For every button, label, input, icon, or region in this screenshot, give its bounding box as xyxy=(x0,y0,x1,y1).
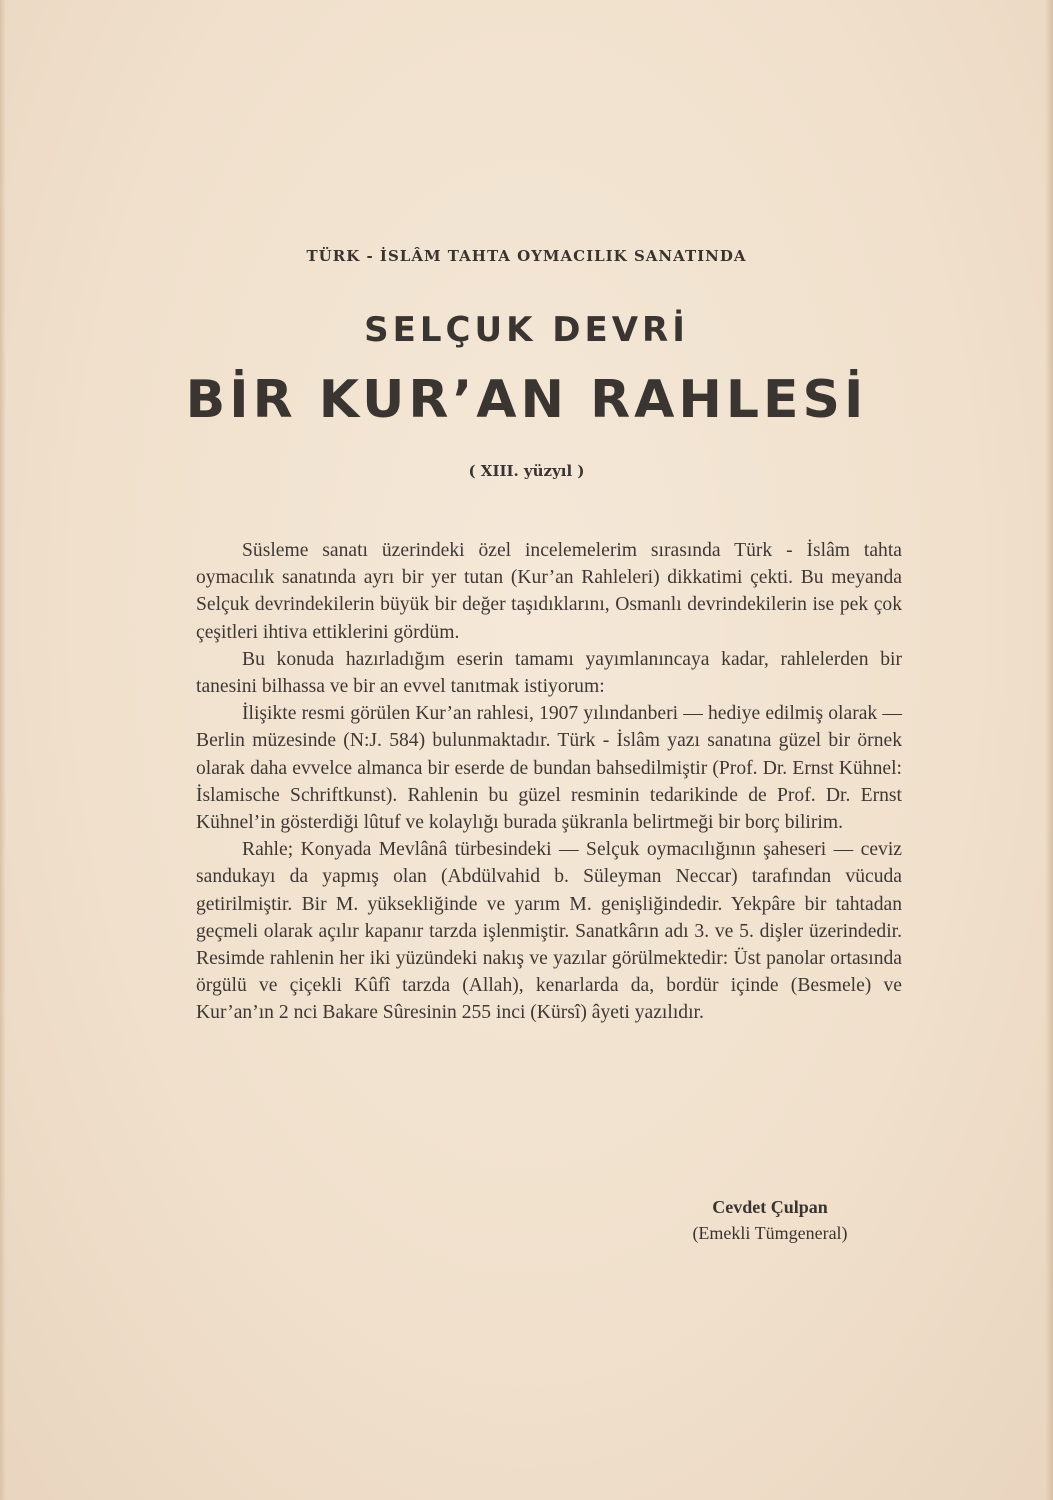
paragraph-3: İlişikte resmi görülen Kur’an rahlesi, 1907 yılındanberi — hediye edilmiş olarak — Berlin müzesinde (N:J. 584) bulunmaktadır. Türk - İslâm yazı sanatına güzel bir örnek olarak daha evvelce almanca bir eserde de bundan bahsedilmiştir (Prof. Dr. Ernst Kühnel: İslamische Schriftkunst). Rahlenin bu güzel resminin tedarikinde de Prof. Dr. Ernst Kühnel’in gösterdiği lûtuf ve kolaylığı burada şükranla belirtmeği bir borç bilirim. xyxy=(196,703,902,834)
page-edge-right xyxy=(1045,0,1053,1500)
title-line-2: BİR KUR’AN RAHLESİ xyxy=(185,370,868,430)
article-body xyxy=(196,537,902,1027)
header-kicker: TÜRK - İSLÂM TAHTA OYMACILIK SANATINDA xyxy=(306,247,747,265)
paragraph-4: Rahle; Konyada Mevlânâ türbesindeki — Selçuk oymacılığının şaheseri — ceviz sandukayı da yapmış olan (Abdülvahid b. Süleyman Neccar) tarafından vücuda getirilmiştir. Bir M. yüksekliğinde ve yarım M. genişliğindedir. Yekpâre bir tahtadan geçmeli olarak açılır kapanır tarzda işlenmiştir. Sanatkârın adı 3. ve 5. dişler üzerindedir. Resimde rahlenin her iki yüzündeki nakış ve yazılar görülmektedir: Üst panolar ortasında örgülü ve çiçekli Kûfî tarzda (Allah), kenarlarda da, bordür içinde (Besmele) ve Kur’an’ın 2 nci Bakare Sûresinin 255 inci (Kürsî) âyeti yazılıdır. xyxy=(196,839,902,1024)
paragraph-1: Süsleme sanatı üzerindeki özel incelemelerim sırasında Türk - İslâm tahta oymacılık sanatında ayrı bir yer tutan (Kur’an Rahleleri) dikkatimi çekti. Bu meyanda Selçuk devrindekilerin büyük bir değer taşıdıklarını, Osmanlı devrindekilerin ise pek çok çeşitleri ihtiva ettiklerini gördüm. xyxy=(196,540,902,643)
author-rank: (Emekli Tümgeneral) xyxy=(692,1223,848,1243)
paragraph-2: Bu konuda hazırladığım eserin tamamı yayımlanıncaya kadar, rahlelerden bir tanesini bilhassa ve bir an evvel tanıtmak istiyorum: xyxy=(196,648,902,698)
author-signature xyxy=(640,1194,900,1246)
page-edge-left xyxy=(0,0,6,1500)
author-name: Cevdet Çulpan xyxy=(712,1197,828,1217)
title-line-1: SELÇUK DEVRİ xyxy=(364,310,689,350)
subtitle-century: ( XIII. yüzyıl ) xyxy=(468,462,585,480)
